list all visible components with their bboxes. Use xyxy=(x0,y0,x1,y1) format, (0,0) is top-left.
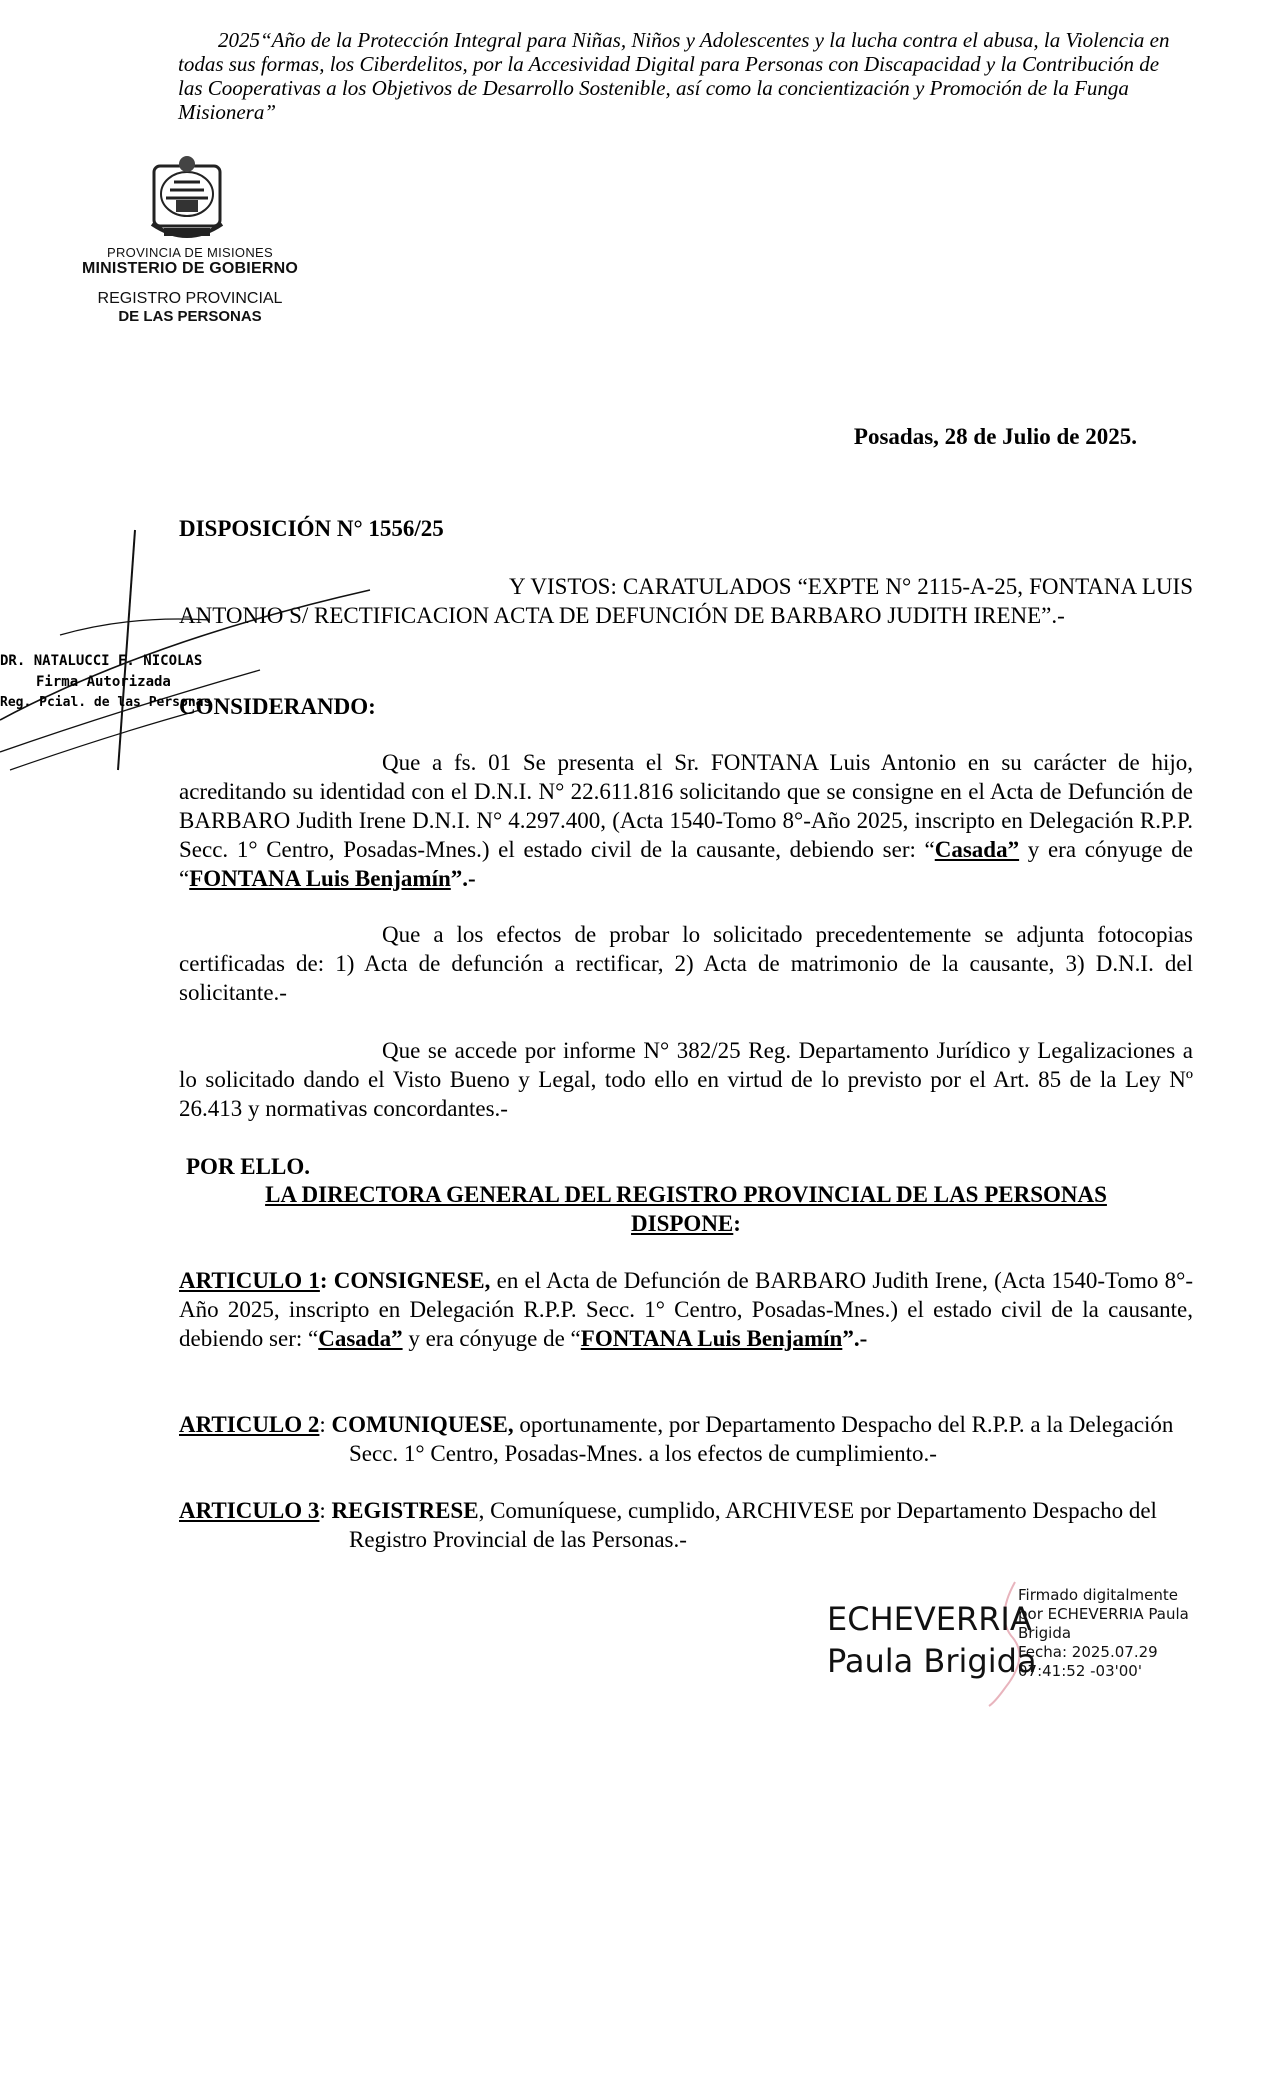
provincial-crest-logo xyxy=(146,154,228,242)
authorized-signature-stamp xyxy=(0,520,380,780)
stamp-line1: DR. NATALUCCI F. NICOLAS xyxy=(0,653,203,669)
header-motto: 2025“Año de la Protección Integral para Niñas, Niños y Adolescentes y la lucha contra el abusa, la Violencia en todas sus formas, los Ciberdelitos, por la Accesividad Digital para Personas con Discapacidad y la Contribución de las Cooperativas a los Objetivos de Desarrollo Sostenible, así como la concientización y Promoción de la Funga Misionera” xyxy=(178,28,1170,124)
considerando-paragraph-3: Que se accede por informe N° 382/25 Reg. Departamento Jurídico y Legalizaciones a lo solicitado dando el Visto Bueno y Legal, todo ello en virtud de lo previsto por el Art. 85 de la Ley Nº 26.413 y normativas concordantes.- xyxy=(179,1038,1193,1121)
vistos-paragraph: Y VISTOS: CARATULADOS “EXPTE N° 2115-A-25, FONTANA LUIS ANTONIO S/ RECTIFICACION ACTA DE DEFUNCIÓN DE BARBARO JUDITH IRENE”.- xyxy=(179,574,1193,628)
considerando-paragraph-1: Que a fs. 01 Se presenta el Sr. FONTANA Luis Antonio en su carácter de hijo, acreditando su identidad con el D.N.I. N° 22.611.816 solicitando que se consigne en el Acta de Defunción de BARBARO Judith Irene D.N.I. N° 4.297.400, (Acta 1540-Tomo 8°-Año 2025, inscripto en Delegación R.P.P. Secc. 1° Centro, Posadas-Mnes.) el estado civil de la causante, debiendo ser: “Casada” y era cónyuge de “FONTANA Luis Benjamín”.- xyxy=(179,750,1193,891)
ministry-label: MINISTERIO DE GOBIERNO xyxy=(82,260,298,277)
signature-name: ECHEVERRIA Paula Brigida xyxy=(827,1600,1037,1680)
registry-label-line2: DE LAS PERSONAS xyxy=(118,308,262,325)
article-3: ARTICULO 3: REGISTRESE, Comuníquese, cumplido, ARCHIVESE por Departamento Despacho del Registro Provincial de las Personas.- xyxy=(179,1498,1157,1552)
ministry-block xyxy=(60,245,320,325)
signature-metadata: Firmado digitalmente por ECHEVERRIA Paula Brigida Fecha: 2025.07.29 07:41:52 -03'00' xyxy=(1018,1586,1189,1680)
considerando-title: CONSIDERANDO: xyxy=(179,694,376,719)
considerando-paragraph-2: Que a los efectos de probar lo solicitado precedentemente se adjunta fotocopias certificadas de: 1) Acta de defunción a rectificar, 2) Acta de matrimonio de la causante, 3) D.N.I. del solicitante.- xyxy=(179,922,1193,1005)
directora-heading: LA DIRECTORA GENERAL DEL REGISTRO PROVINCIAL DE LAS PERSONAS DISPONE: xyxy=(265,1182,1107,1236)
disposition-title: DISPOSICIÓN N° 1556/25 xyxy=(179,516,444,541)
stamp-line2: Firma Autorizada xyxy=(36,674,171,690)
article-2: ARTICULO 2: COMUNIQUESE, oportunamente, por Departamento Despacho del R.P.P. a la Delegación Secc. 1° Centro, Posadas-Mnes. a los efectos de cumplimiento.- xyxy=(179,1412,1174,1466)
province-label: PROVINCIA DE MISIONES xyxy=(107,245,273,260)
stamp-line3: Reg. Pcial. de las Personas xyxy=(0,695,212,710)
por-ello: POR ELLO. xyxy=(186,1154,310,1179)
article-1: ARTICULO 1: CONSIGNESE, en el Acta de Defunción de BARBARO Judith Irene, (Acta 1540-Tomo 8°-Año 2025, inscripto en Delegación R.P.P. Secc. 1° Centro, Posadas-Mnes.) el estado civil de la causante, debiendo ser: “Casada” y era cónyuge de “FONTANA Luis Benjamín”.- xyxy=(179,1268,1193,1351)
document-date: Posadas, 28 de Julio de 2025. xyxy=(853,424,1137,449)
registry-label-line1: REGISTRO PROVINCIAL xyxy=(97,290,283,307)
